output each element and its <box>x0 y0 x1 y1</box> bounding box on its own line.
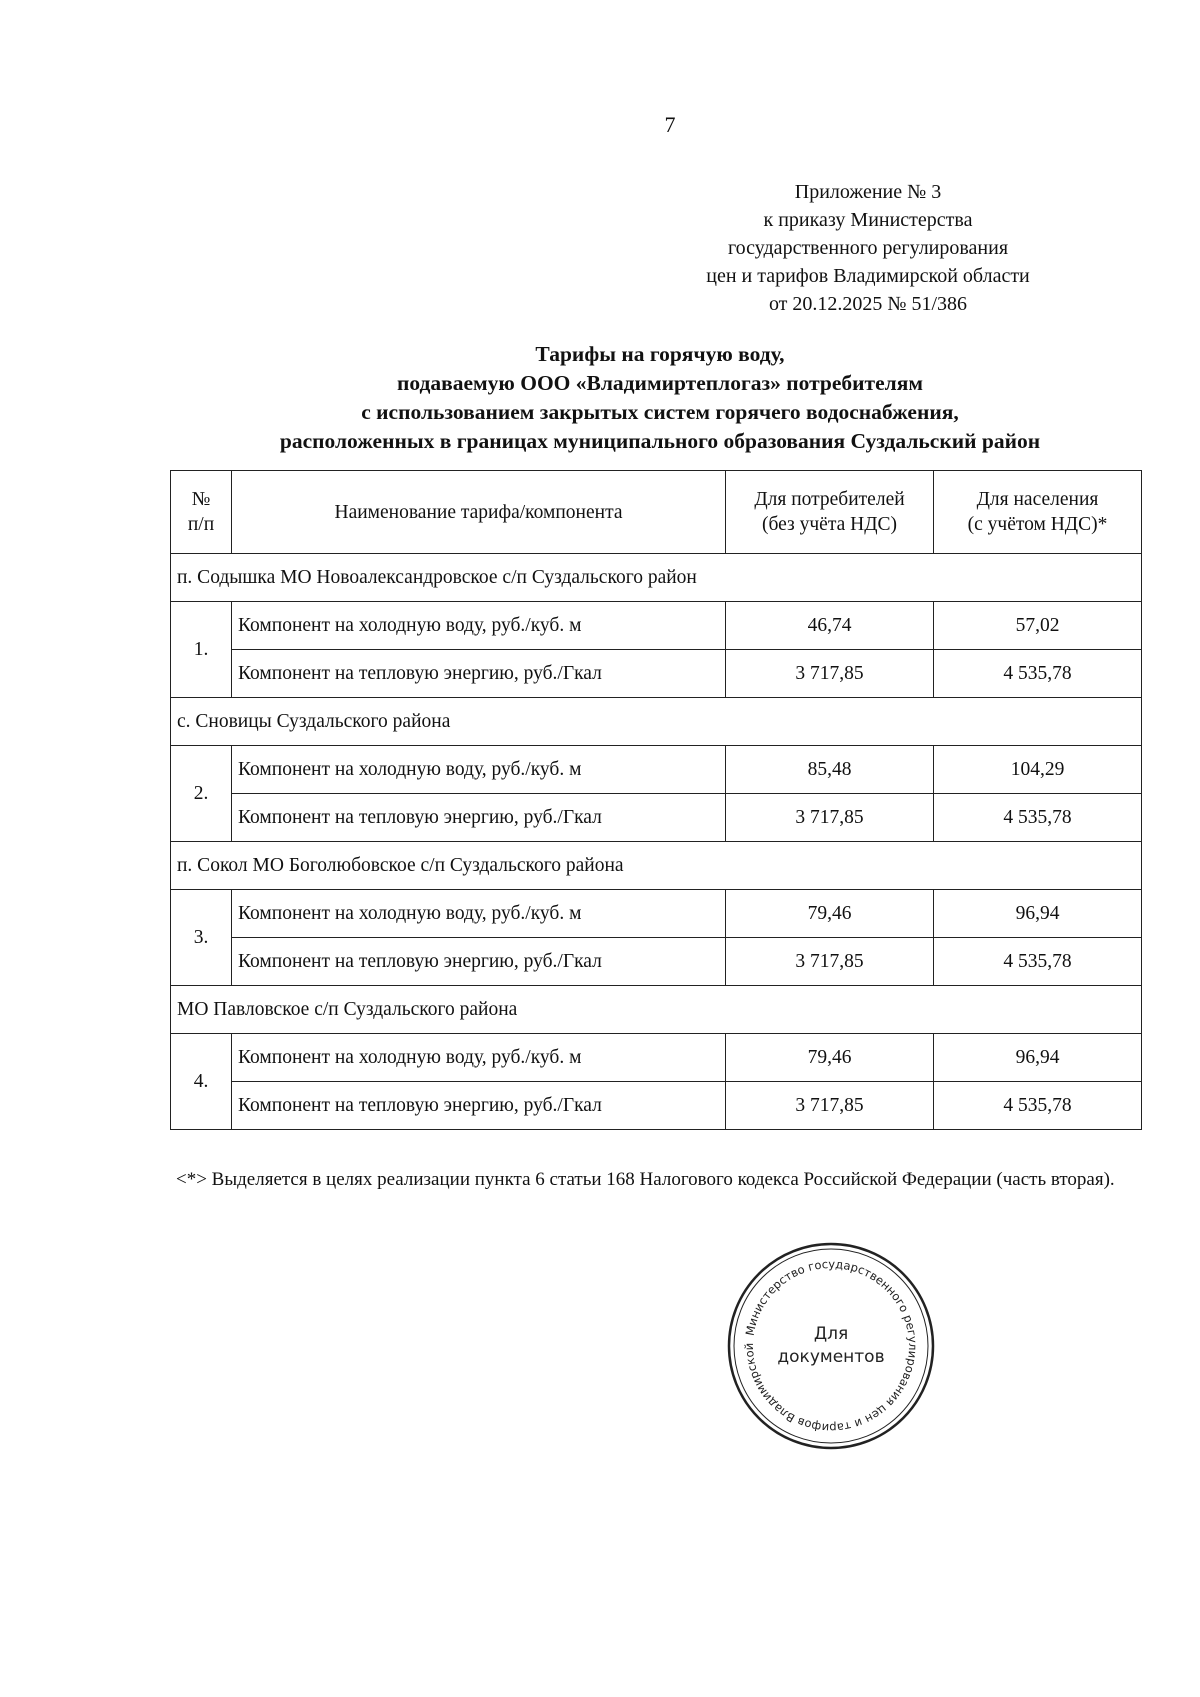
component-name: Компонент на тепловую энергию, руб./Гкал <box>232 650 726 698</box>
header-population-line1: Для населения <box>976 489 1099 510</box>
ministry-stamp <box>726 1241 936 1451</box>
location-name: с. Сновицы Суздальского района <box>171 698 1142 746</box>
location-row <box>171 554 1142 602</box>
consumers-value: 3 717,85 <box>726 650 934 698</box>
table-row <box>171 890 1142 938</box>
appendix-line: от 20.12.2025 № 51/386 <box>768 293 968 315</box>
header-consumers-line1: Для потребителей <box>754 489 905 510</box>
consumers-value: 46,74 <box>726 602 934 650</box>
component-name: Компонент на тепловую энергию, руб./Гкал <box>232 1082 726 1130</box>
appendix-line: Приложение № 3 <box>794 181 942 203</box>
document-title <box>150 340 1170 456</box>
component-name: Компонент на холодную воду, руб./куб. м <box>232 1034 726 1082</box>
population-value: 4 535,78 <box>934 650 1142 698</box>
appendix-header <box>608 178 1128 318</box>
location-row <box>171 986 1142 1034</box>
stamp-label-line1: Для <box>813 1324 849 1344</box>
appendix-line: к приказу Министерства <box>763 209 973 231</box>
table-row <box>171 602 1142 650</box>
table-header-row <box>171 471 1142 554</box>
title-line: подаваемую ООО «Владимиртеплогаз» потребителям <box>396 371 923 395</box>
page-number: 7 <box>664 112 676 137</box>
location-name: МО Павловское с/п Суздальского района <box>171 986 1142 1034</box>
header-consumers-line2: (без учёта НДС) <box>761 514 897 535</box>
row-number: 1. <box>171 602 232 698</box>
consumers-value: 3 717,85 <box>726 1082 934 1130</box>
appendix-line: государственного регулирования <box>727 237 1009 259</box>
population-value: 96,94 <box>934 890 1142 938</box>
header-name: Наименование тарифа/компонента <box>232 471 726 554</box>
population-value: 57,02 <box>934 602 1142 650</box>
tariff-table <box>170 470 1142 1130</box>
title-line: с использованием закрытых систем горячего водоснабжения, <box>361 400 959 424</box>
population-value: 104,29 <box>934 746 1142 794</box>
table-row <box>171 794 1142 842</box>
component-name: Компонент на холодную воду, руб./куб. м <box>232 602 726 650</box>
component-name: Компонент на тепловую энергию, руб./Гкал <box>232 938 726 986</box>
location-name: п. Сокол МО Боголюбовское с/п Суздальского района <box>171 842 1142 890</box>
population-value: 4 535,78 <box>934 938 1142 986</box>
table-row <box>171 938 1142 986</box>
population-value: 96,94 <box>934 1034 1142 1082</box>
component-name: Компонент на холодную воду, руб./куб. м <box>232 746 726 794</box>
table-row <box>171 650 1142 698</box>
consumers-value: 85,48 <box>726 746 934 794</box>
title-line: расположенных в границах муниципального образования Суздальский район <box>279 429 1041 453</box>
row-number: 2. <box>171 746 232 842</box>
appendix-line: цен и тарифов Владимирской области <box>706 265 1030 287</box>
population-value: 4 535,78 <box>934 794 1142 842</box>
row-number: 4. <box>171 1034 232 1130</box>
consumers-value: 3 717,85 <box>726 794 934 842</box>
location-row <box>171 698 1142 746</box>
title-line: Тарифы на горячую воду, <box>535 342 785 366</box>
location-name: п. Содышка МО Новоалександровское с/п Суздальского район <box>171 554 1142 602</box>
component-name: Компонент на тепловую энергию, руб./Гкал <box>232 794 726 842</box>
header-consumers <box>726 471 934 554</box>
stamp-ring-text: Министерство государственного регулирования цен и тарифов Владимирской <box>741 1256 921 1436</box>
header-number <box>171 471 232 554</box>
population-value: 4 535,78 <box>934 1082 1142 1130</box>
stamp-label <box>726 1323 936 1369</box>
table-row <box>171 1082 1142 1130</box>
header-population-line2: (с учётом НДС)* <box>967 514 1108 535</box>
consumers-value: 3 717,85 <box>726 938 934 986</box>
table-row <box>171 746 1142 794</box>
consumers-value: 79,46 <box>726 890 934 938</box>
row-number: 3. <box>171 890 232 986</box>
footnote: <*> Выделяется в целях реализации пункта 6 статьи 168 Налогового кодекса Российской Федерации (часть вторая). <box>176 1169 1115 1190</box>
consumers-value: 79,46 <box>726 1034 934 1082</box>
component-name: Компонент на холодную воду, руб./куб. м <box>232 890 726 938</box>
location-row <box>171 842 1142 890</box>
stamp-label-line2: документов <box>777 1347 885 1367</box>
header-number-line1: № <box>191 489 211 510</box>
table-row <box>171 1034 1142 1082</box>
header-number-line2: п/п <box>187 514 215 535</box>
header-population <box>934 471 1142 554</box>
